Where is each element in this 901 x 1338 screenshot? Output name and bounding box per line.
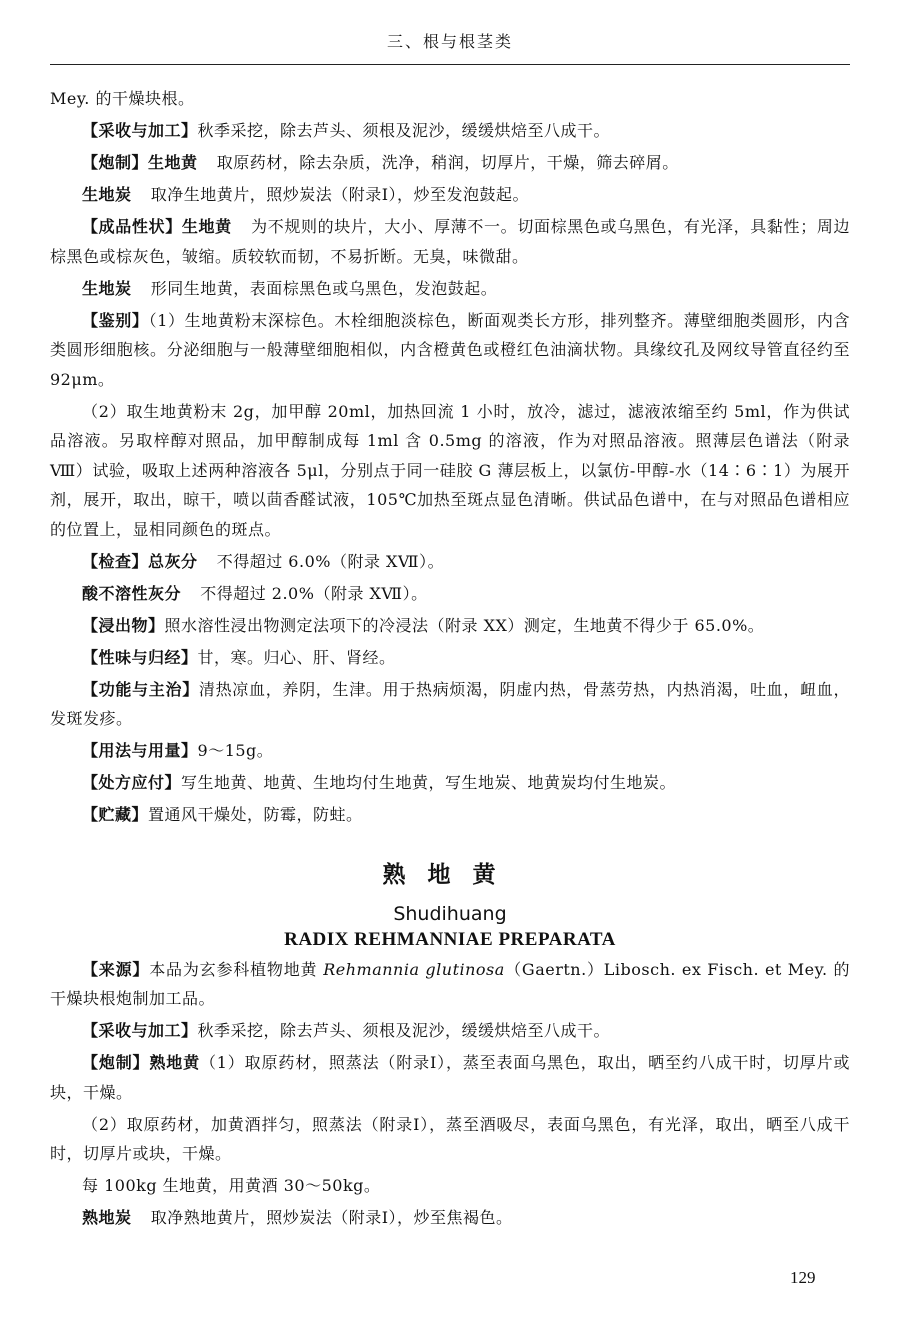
- acid-ash-label: 酸不溶性灰分: [82, 583, 182, 603]
- paragraph-processing-2b: [50, 1110, 850, 1169]
- nature-label: 【性味与归经】: [82, 647, 198, 667]
- paragraph-processing: [50, 148, 850, 178]
- identification-text-1: （1）生地黄粉末深棕色。木栓细胞淡棕色，断面观类长方形，排列整齐。薄壁细胞类圆形，内含类圆形细胞核。分泌细胞与一般薄壁细胞相似，内含橙黄色或橙红色油滴状物。具缘纹孔及网纹导管直径约至 92μm。: [50, 310, 850, 389]
- properties-charcoal-text: 形同生地黄，表面棕黑色或乌黑色，发泡鼓起。: [150, 278, 498, 298]
- extract-label: 【浸出物】: [82, 615, 165, 635]
- processing-text-2a: （1）取原药材，照蒸法（附录Ⅰ），蒸至表面乌黑色，取出，晒至约八成干时，切厚片或块，干燥。: [50, 1053, 850, 1102]
- identification-label: 【鉴别】: [82, 310, 149, 330]
- paragraph-prescription: [50, 768, 850, 798]
- paragraph-properties: [50, 212, 850, 271]
- harvest-label: 【采收与加工】: [82, 121, 198, 140]
- page-number: 129: [790, 1268, 816, 1287]
- total-ash-text: 不得超过 6.0%（附录 XⅦ）。: [216, 551, 445, 571]
- dosage-text: 9～15g。: [197, 741, 274, 760]
- harvest-text: 秋季采挖，除去芦头、须根及泥沙，缓缓烘焙至八成干。: [197, 121, 611, 140]
- harvest-text-2: 秋季采挖，除去芦头、须根及泥沙，缓缓烘焙至八成干。: [197, 1021, 611, 1040]
- extract-text: 照水溶性浸出物测定法项下的冷浸法（附录 XX）测定，生地黄不得少于 65.0%。: [164, 615, 765, 635]
- monograph-pinyin: Shudihuang: [393, 902, 507, 925]
- storage-label: 【贮藏】: [82, 805, 149, 824]
- paragraph-harvest: [50, 116, 850, 146]
- running-header: 三、根与根茎类: [50, 20, 850, 65]
- harvest-label-2: 【采收与加工】: [82, 1021, 198, 1040]
- paragraph-function: [50, 675, 850, 734]
- page-body: [50, 84, 850, 1235]
- wine-ratio-text: 每 100kg 生地黄，用黄酒 30～50kg。: [82, 1176, 381, 1195]
- paragraph-processing-2: [50, 1048, 850, 1107]
- identification-text-2: （2）取生地黄粉末 2g，加甲醇 20ml，加热回流 1 小时，放冷，滤过，滤液浓缩至约 5ml，作为供试品溶液。另取梓醇对照品，加甲醇制成每 1ml 含 0.5mg 的溶液，作为对照品溶液。照薄层色谱法（附录Ⅷ）试验，吸取上述两种溶液各 5μl，分别点于同一硅胶 G 薄层板上，以氯仿-甲醇-水（14∶6∶1）为展开剂，展开，取出，晾干，喷以茴香醛试液，105℃加热至斑点显色清晰。供试品色谱中，在与对照品色谱相应的位置上，显相同颜色的斑点。: [50, 401, 850, 539]
- dosage-label: 【用法与用量】: [82, 741, 198, 760]
- paragraph-dosage: [50, 736, 850, 766]
- properties-sub-label: 生地黄: [181, 217, 232, 236]
- paragraph-inspection: [50, 547, 850, 577]
- processing-sub-label-2: 熟地黄: [149, 1053, 200, 1072]
- paragraph-charcoal: [50, 180, 850, 210]
- function-label: 【功能与主治】: [82, 679, 199, 699]
- species-name: Rehmannia glutinosa: [323, 959, 505, 979]
- charcoal-text-2: 取净熟地黄片，照炒炭法（附录Ⅰ），炒至焦褐色。: [150, 1208, 513, 1227]
- charcoal-text: 取净生地黄片，照炒炭法（附录Ⅰ），炒至发泡鼓起。: [150, 185, 530, 204]
- inspection-label: 【检查】: [82, 551, 149, 571]
- paragraph-properties-charcoal: [50, 274, 850, 304]
- paragraph-charcoal-2: [50, 1203, 850, 1233]
- charcoal-label: 生地炭: [82, 185, 132, 204]
- paragraph-source-tail: [50, 84, 850, 114]
- prescription-text: 写生地黄、地黄、生地均付生地黄，写生地炭、地黄炭均付生地炭。: [181, 773, 677, 792]
- properties-text: 为不规则的块片，大小、厚薄不一。切面棕黑色或乌黑色，有光泽，具黏性；周边棕黑色或棕灰色，皱缩。质较软而韧，不易折断。无臭，味微甜。: [50, 217, 850, 266]
- acid-ash-text: 不得超过 2.0%（附录 XⅦ）。: [200, 583, 428, 603]
- paragraph-identification-2: [50, 397, 850, 545]
- total-ash-label: 总灰分: [148, 551, 198, 571]
- processing-text: 取原药材，除去杂质，洗净，稍润，切厚片，干燥，筛去碎屑。: [216, 153, 679, 172]
- paragraph-nature: [50, 643, 850, 673]
- storage-text: 置通风干燥处，防霉，防蛀。: [148, 805, 363, 824]
- source-text-a: 本品为玄参科植物地黄: [149, 959, 324, 979]
- paragraph-source: [50, 955, 850, 1014]
- paragraph-identification-1: [50, 306, 850, 395]
- properties-label: 【成品性状】: [82, 217, 182, 236]
- paragraph-acid-ash: [50, 579, 850, 609]
- processing-sub-label: 生地黄: [148, 153, 198, 172]
- charcoal-label-2: 熟地炭: [82, 1208, 132, 1227]
- paragraph-extract: [50, 611, 850, 641]
- properties-charcoal-label: 生地炭: [82, 278, 132, 298]
- processing-text-2b: （2）取原药材，加黄酒拌匀，照蒸法（附录Ⅰ），蒸至酒吸尽，表面乌黑色，有光泽，取出，晒至八成干时，切厚片或块，干燥。: [50, 1114, 850, 1163]
- paragraph-harvest-2: [50, 1016, 850, 1046]
- source-label: 【来源】: [82, 959, 150, 979]
- nature-text: 甘，寒。归心、肝、肾经。: [197, 647, 396, 667]
- processing-label: 【炮制】: [82, 153, 149, 172]
- processing-label-2: 【炮制】: [82, 1053, 150, 1072]
- paragraph-storage: [50, 800, 850, 830]
- paragraph-wine-ratio: [50, 1171, 850, 1201]
- monograph-title: 熟地黄: [382, 860, 518, 888]
- prescription-label: 【处方应付】: [82, 773, 182, 792]
- monograph-latin-name: RADIX REHMANNIAE PREPARATA: [284, 928, 616, 950]
- function-text: 清热凉血，养阴，生津。用于热病烦渴，阴虚内热，骨蒸劳热，内热消渴，吐血，衄血，发斑发疹。: [50, 679, 850, 728]
- source-tail-text: Mey. 的干燥块根。: [50, 89, 195, 108]
- source-text-b: （Gaertn.）Libosch. ex Fisch. et Mey. 的干燥块根炮制加工品。: [50, 959, 850, 1008]
